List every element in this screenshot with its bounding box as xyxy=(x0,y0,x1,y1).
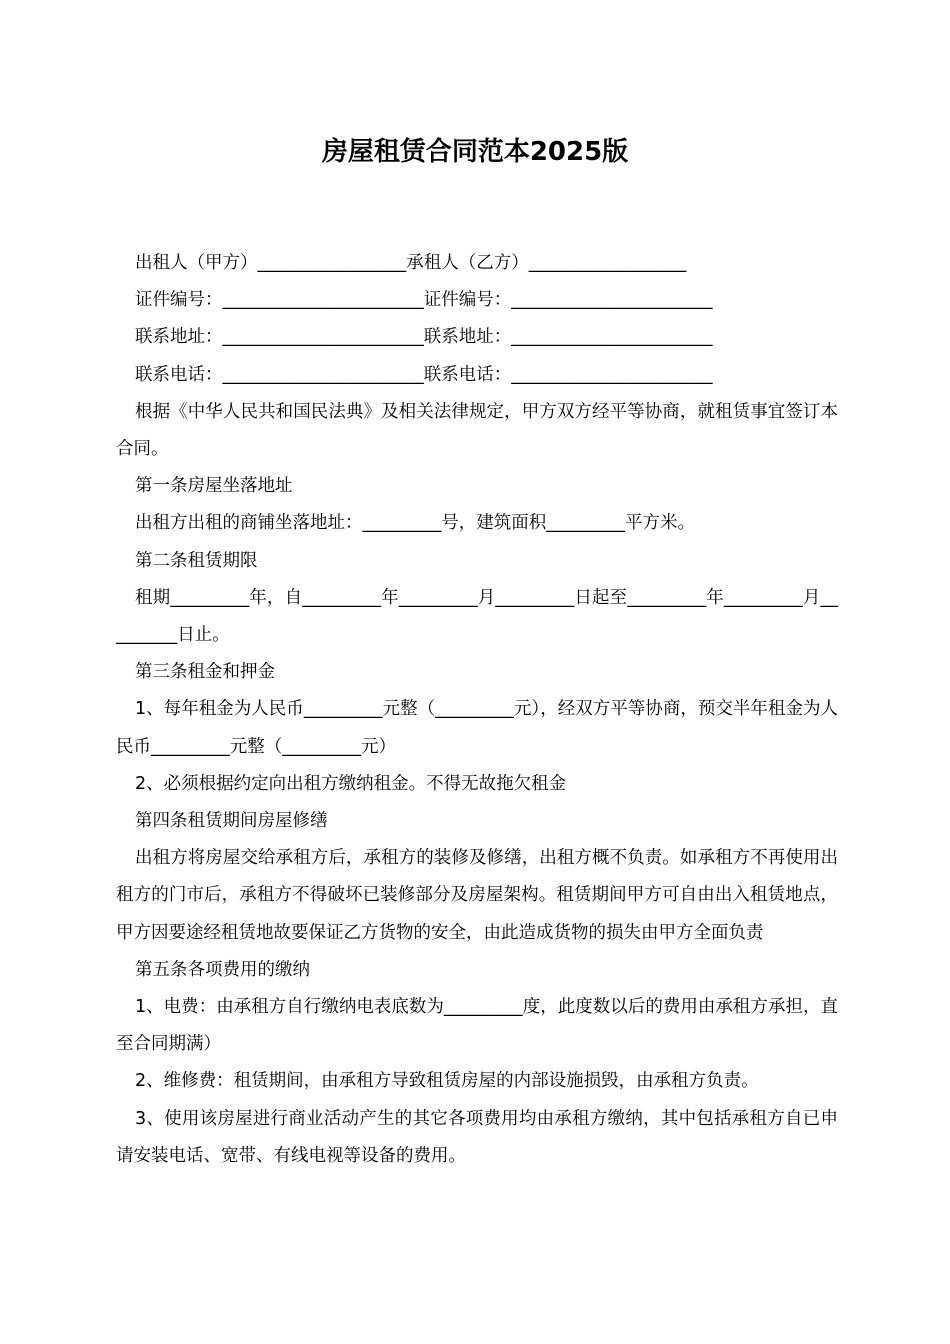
document-title: 房屋租赁合同范本2025版 xyxy=(321,137,629,167)
lessor-lessee-line: 出租人（甲方）_________________承租人（乙方）__________________ xyxy=(135,253,687,273)
phone-line: 联系电话：_______________________联系电话：_______________________ xyxy=(135,364,713,385)
article-5-item-3: 3、使用该房屋进行商业活动产生的其它各项费用均由承租方缴纳，其中包括承租方自已申请安装电话、宽带、有线电视等设备的费用。 xyxy=(116,1108,838,1166)
article-3-item-2: 2、必须根据约定向出租方缴纳租金。不得无故拖欠租金 xyxy=(135,773,567,794)
article-1-text: 出租方出租的商铺坐落地址：_________号，建筑面积_________平方米。 xyxy=(135,513,695,534)
article-5-heading: 第五条各项费用的缴纳 xyxy=(135,959,310,980)
article-4-text: 出租方将房屋交给承租方后，承租方的装修及修缮，出租方概不负责。如承租方不再使用出租方的门市后，承租方不得破坏已装修部分及房屋架构。租赁期间甲方可自由出入租赁地点，甲方因要途经租赁地故要保证乙方货物的安全，由此造成货物的损失由甲方全面负责 xyxy=(116,848,838,943)
article-2-heading: 第二条租赁期限 xyxy=(135,550,258,571)
preamble-paragraph: 根据《中华人民共和国民法典》及相关法律规定，甲方双方经平等协商，就租赁事宜签订本合同。 xyxy=(116,401,838,460)
article-2-text: 租期_________年，自_________年_________月_________日起至_________年_________月_________日止。 xyxy=(116,587,838,646)
article-1-heading: 第一条房屋坐落地址 xyxy=(135,476,293,497)
address-line: 联系地址：_______________________联系地址：_______________________ xyxy=(135,327,713,348)
article-3-heading: 第三条租金和押金 xyxy=(135,662,275,683)
document-body xyxy=(116,245,838,1175)
article-5-item-1: 1、电费：由承租方自行缴纳电表底数为_________度，此度数以后的费用由承租方承担，直至合同期满） xyxy=(116,997,838,1055)
id-number-line: 证件编号：_______________________证件编号：_______________________ xyxy=(135,290,713,311)
article-4-heading: 第四条租赁期间房屋修缮 xyxy=(135,811,328,832)
article-3-item-1: 1、每年租金为人民币_________元整（_________元），经双方平等协商，预交半年租金为人民币_________元整（_________元） xyxy=(116,699,838,757)
article-5-item-2: 2、维修费：租赁期间，由承租方导致租赁房屋的内部设施损毁，由承租方负责。 xyxy=(135,1071,759,1092)
